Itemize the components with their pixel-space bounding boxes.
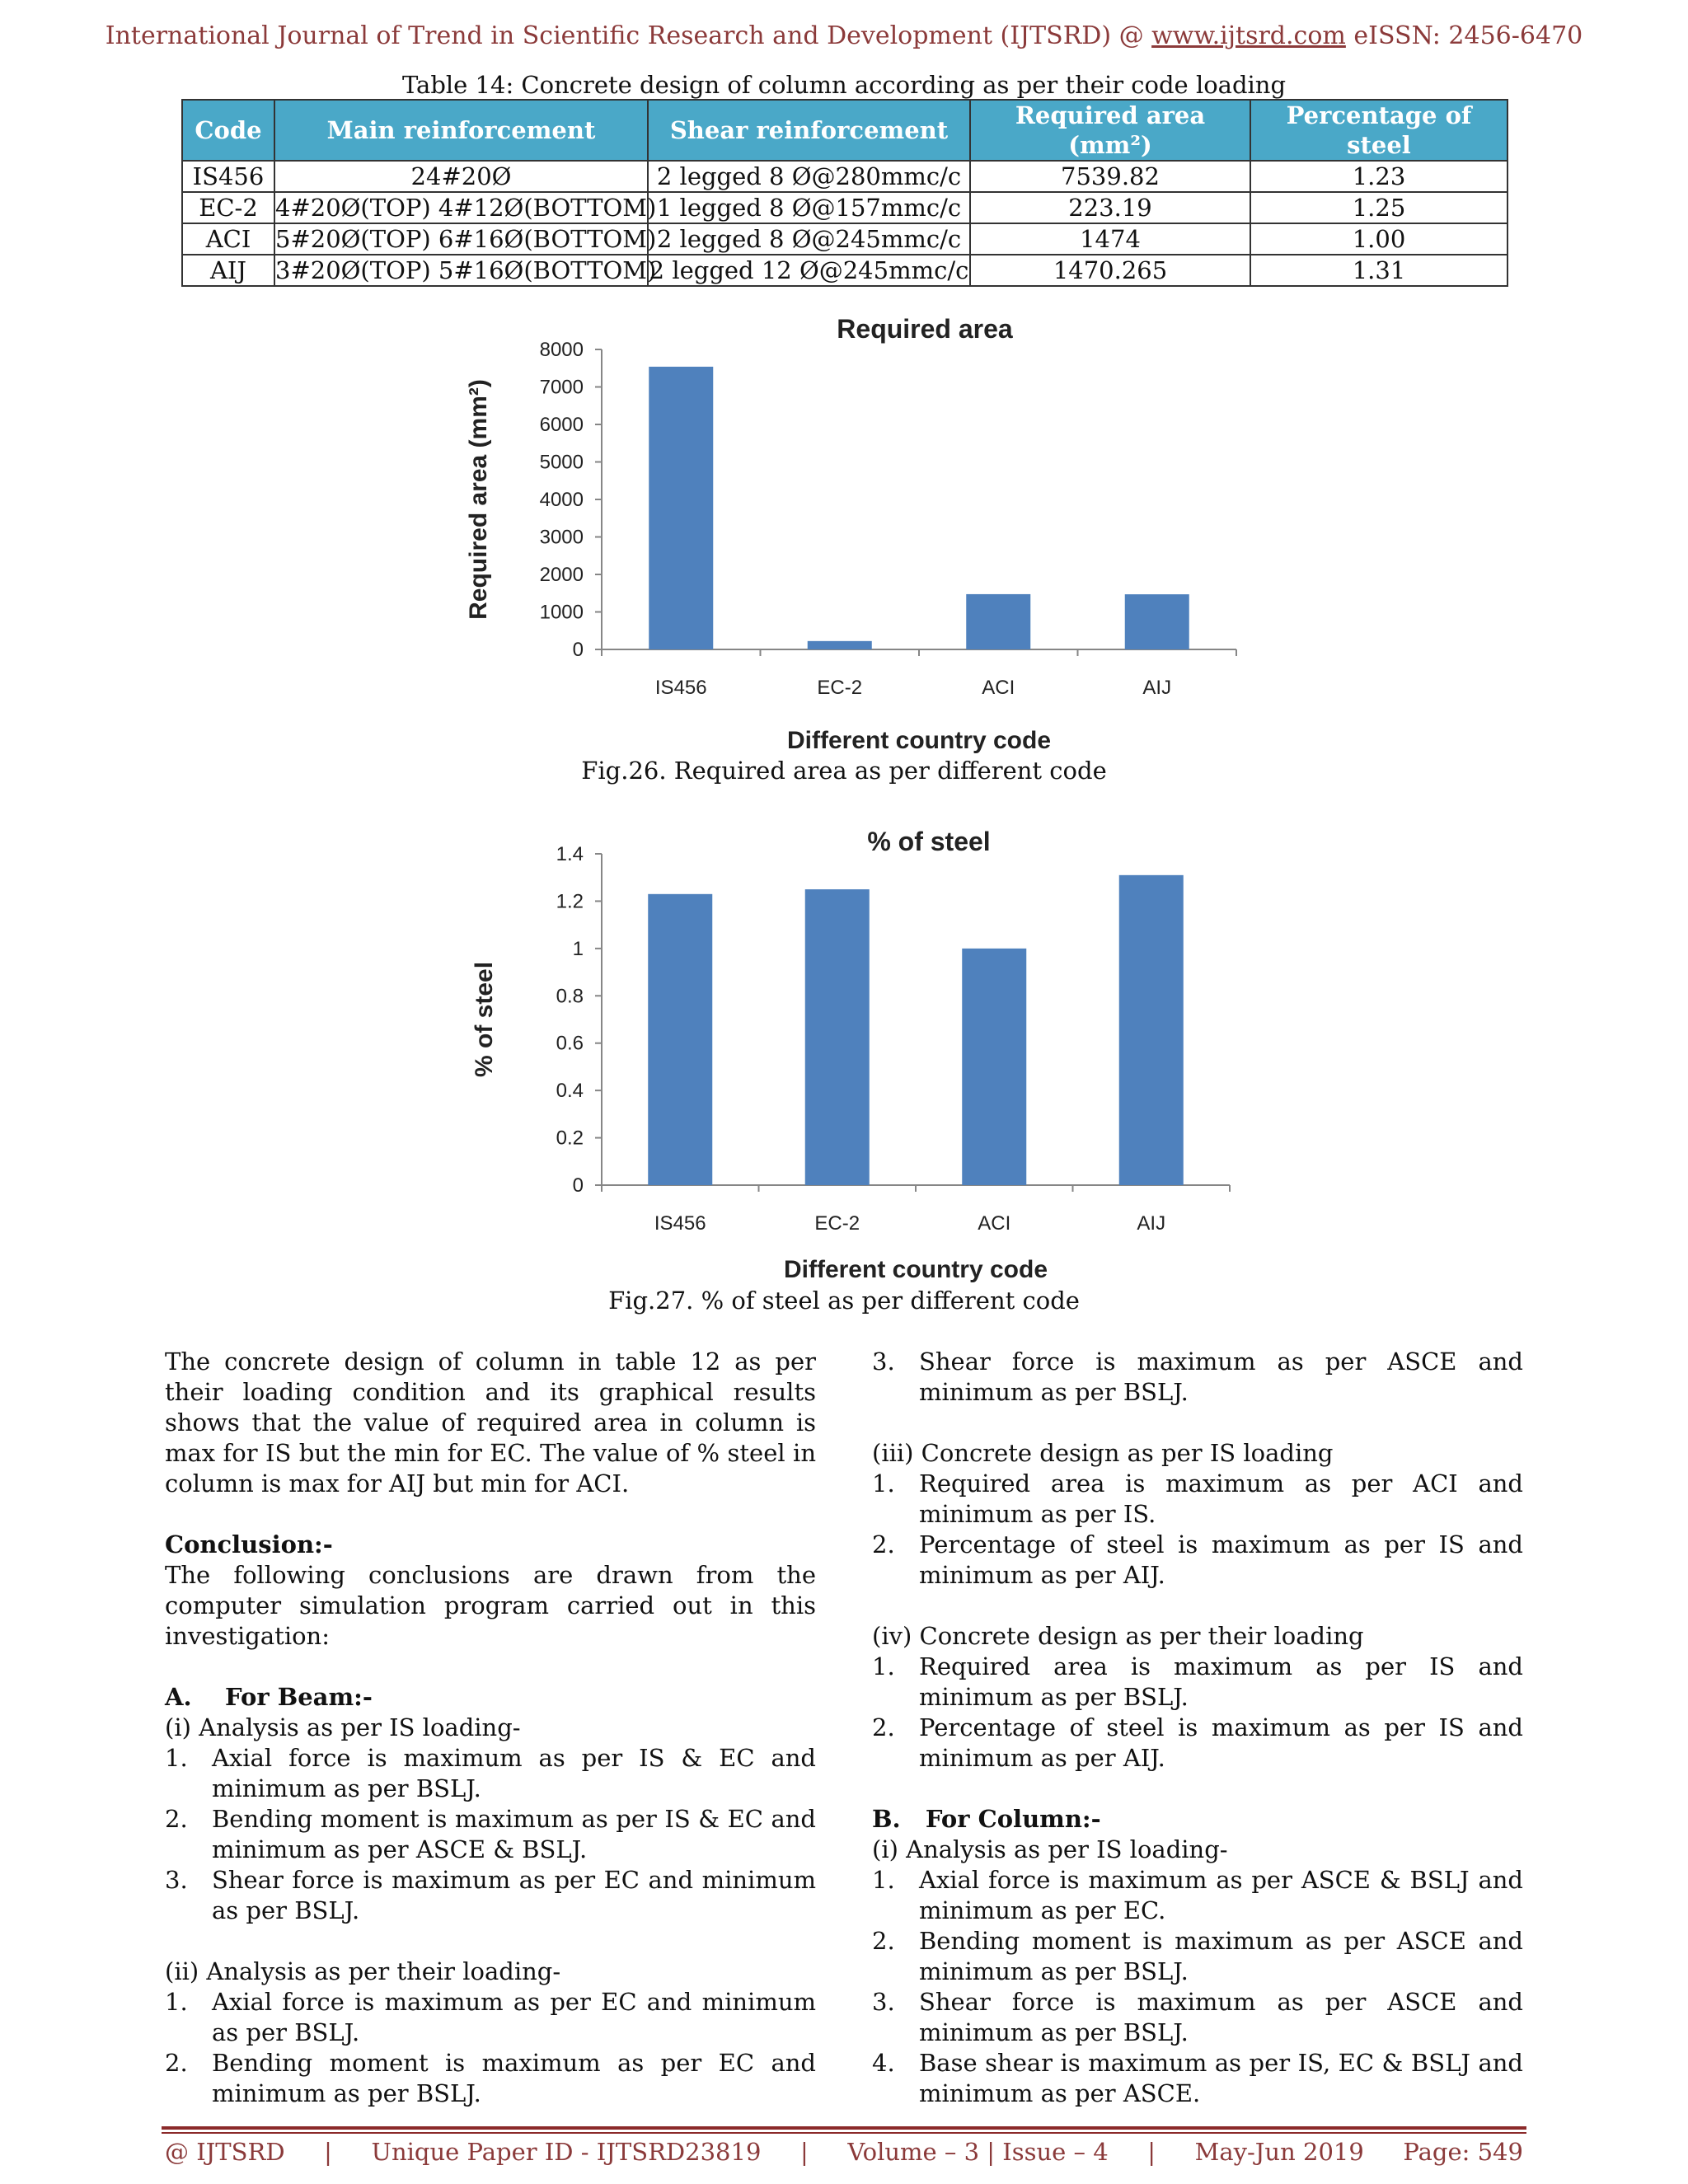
bar-ec-2 [808, 641, 872, 649]
bar-aci [966, 594, 1030, 649]
list-number: 2. [872, 1927, 895, 1955]
list-item [165, 2048, 816, 2109]
list-number: 2. [165, 2049, 188, 2077]
footer-separator: | [1147, 2138, 1156, 2166]
list-item [872, 1926, 1523, 1987]
y-tick-label: 7000 [539, 376, 584, 399]
footer-rule-thin [162, 2132, 1526, 2134]
y-tick-label: 4000 [539, 489, 584, 511]
intro-paragraph: The concrete design of column in table 12 as per their loading condition and its graphical results shows that the value of required area in column is max for IS but the min for EC. The value of % steel in column is max for AIJ but min for ACI. [165, 1347, 816, 1497]
list-item [872, 1469, 1523, 1530]
cell-shear: 1 legged 8 Ø@157mmc/c [648, 192, 970, 223]
journal-header [0, 21, 1688, 50]
x-tick-label: AIJ [1142, 677, 1172, 699]
cell-code: IS456 [182, 161, 274, 192]
required-area-chart [445, 297, 1269, 758]
y-tick-label: 0.6 [556, 1032, 584, 1055]
y-axis-label: Required area (mm²) [465, 379, 492, 620]
x-tick-label: ACI [982, 677, 1015, 699]
bar-aij [1119, 875, 1184, 1185]
column-heading [872, 1804, 1523, 1835]
column-heading-text: For Column:- [925, 1805, 1101, 1833]
list-number: 4. [872, 2049, 895, 2077]
chart-title: % of steel [867, 827, 991, 856]
journal-link[interactable]: www.ijtsrd.com [1151, 21, 1346, 50]
list-item [872, 1652, 1523, 1713]
list-number: 1. [872, 1866, 895, 1894]
cell-area: 1470.265 [970, 255, 1250, 286]
list-text: Bending moment is maximum as per ASCE and minimum as per BSLJ. [919, 1927, 1523, 1985]
fig27-caption: Fig.27. % of steel as per different code [608, 1286, 1080, 1315]
list-text: Axial force is maximum as per EC and minimum as per BSLJ. [212, 1988, 816, 2046]
list-text: Shear force is maximum as per ASCE and minimum as per BSLJ. [919, 1988, 1523, 2046]
bar-aij [1125, 594, 1189, 649]
page-footer [165, 2138, 1523, 2166]
list-text: Bending moment is maximum as per IS & EC and minimum as per ASCE & BSLJ. [212, 1805, 816, 1863]
list-text: Required area is maximum as per IS and minimum as per BSLJ. [919, 1652, 1523, 1711]
list-number: 3. [872, 1347, 895, 1376]
table-caption: Table 14: Concrete design of column according as per their code loading [401, 71, 1287, 99]
cell-main: 4#20Ø(TOP) 4#12Ø(BOTTOM) [275, 194, 657, 222]
list-text: Axial force is maximum as per IS & EC and minimum as per BSLJ. [212, 1744, 816, 1802]
percent-steel-chart [445, 816, 1269, 1286]
x-tick-label: EC-2 [814, 1212, 860, 1235]
y-tick-label: 0 [572, 639, 584, 661]
list-number: 1. [872, 1469, 895, 1497]
list-text: Shear force is maximum as per ASCE and minimum as per BSLJ. [919, 1347, 1523, 1406]
cell-steel: 1.23 [1250, 161, 1507, 192]
subsection-title: (i) Analysis as per IS loading- [165, 1713, 521, 1741]
list-item [165, 1865, 816, 1926]
beam-their-list [165, 1987, 816, 2109]
footer-page: Page: 549 [1403, 2138, 1523, 2166]
cell-main: 24#20Ø [274, 161, 648, 192]
cell-area: 223.19 [970, 192, 1250, 223]
list-item [872, 2048, 1523, 2109]
footer-separator: | [799, 2138, 809, 2166]
header-prefix: International Journal of Trend in Scientific Research and Development (IJTSRD) @ [105, 21, 1152, 50]
list-number: 1. [872, 1652, 895, 1680]
bar-ec-2 [805, 889, 870, 1185]
right-column [872, 1347, 1523, 2109]
cell-main: 3#20Ø(TOP) 5#16Ø(BOTTOM) [275, 256, 657, 284]
beam-heading [165, 1682, 816, 1713]
y-tick-label: 1000 [539, 601, 584, 624]
cell-area: 1474 [970, 223, 1250, 255]
footer-volume: Volume – 3 | Issue – 4 [847, 2138, 1109, 2166]
table-header-row [182, 100, 1507, 161]
header-suffix: eISSN: 2456-6470 [1345, 21, 1583, 50]
footer-brand: @ IJTSRD [165, 2138, 285, 2166]
table-row [182, 255, 1507, 286]
conclusion-text: The following conclusions are drawn from the computer simulation program carried out in this investigation: [165, 1561, 816, 1650]
design-table [181, 99, 1508, 287]
list-item [872, 1530, 1523, 1591]
y-tick-label: 8000 [539, 339, 584, 361]
x-tick-label: IS456 [654, 1212, 706, 1235]
y-tick-label: 1 [572, 937, 584, 960]
list-number: 3. [165, 1866, 188, 1894]
list-number: 2. [872, 1713, 895, 1741]
cell-code: EC-2 [182, 192, 274, 223]
y-tick-label: 0.4 [556, 1080, 584, 1103]
y-tick-label: 1.4 [556, 843, 584, 865]
subsection-title: (iii) Concrete design as per IS loading [872, 1439, 1334, 1467]
bar-is456 [648, 894, 712, 1185]
x-tick-label: EC-2 [817, 677, 863, 699]
list-number: 1. [165, 1988, 188, 2016]
left-column [165, 1347, 816, 2109]
cell-steel: 1.00 [1250, 223, 1507, 255]
footer-paper-id: Unique Paper ID - IJTSRD23819 [371, 2138, 762, 2166]
list-text: Base shear is maximum as per IS, EC & BSLJ and minimum as per ASCE. [919, 2049, 1523, 2107]
list-number: 3. [872, 1988, 895, 2016]
cell-shear: 2 legged 8 Ø@280mmc/c [648, 161, 970, 192]
column-heading-letter: B. [872, 1805, 901, 1833]
header-code: Code [182, 100, 274, 161]
y-axis-label: % of steel [471, 961, 498, 1078]
y-tick-label: 0.2 [556, 1127, 584, 1150]
cell-steel: 1.31 [1250, 255, 1507, 286]
header-required-area: Required area (mm²) [970, 100, 1250, 161]
bar-aci [962, 949, 1026, 1185]
list-text: Bending moment is maximum as per EC and minimum as per BSLJ. [212, 2049, 816, 2107]
subsection-title: (iv) Concrete design as per their loading [872, 1622, 1364, 1650]
x-tick-label: ACI [978, 1212, 1011, 1235]
x-tick-label: IS456 [654, 677, 707, 699]
beam-heading-text: For Beam:- [225, 1683, 373, 1711]
subsection-title: (i) Analysis as per IS loading- [872, 1835, 1228, 1863]
list-text: Axial force is maximum as per ASCE & BSLJ and minimum as per EC. [919, 1866, 1523, 1924]
y-tick-label: 3000 [539, 526, 584, 549]
chart-title: Required area [837, 314, 1013, 344]
table-row [182, 223, 1507, 255]
cell-shear: 2 legged 12 Ø@245mmc/c [649, 256, 969, 284]
cell-steel: 1.25 [1250, 192, 1507, 223]
y-tick-label: 6000 [539, 414, 584, 436]
list-item [165, 1987, 816, 2048]
fig26-caption: Fig.26. Required area as per different code [581, 757, 1107, 785]
y-tick-label: 0 [572, 1174, 584, 1197]
x-axis-label: Different country code [786, 727, 1052, 754]
column-is-list [872, 1865, 1523, 2109]
y-tick-label: 1.2 [556, 890, 584, 913]
list-number: 2. [872, 1530, 895, 1558]
list-number: 2. [165, 1805, 188, 1833]
conclusion-heading: Conclusion:- [165, 1530, 333, 1558]
cell-code: AIJ [182, 255, 274, 286]
table-row [182, 192, 1507, 223]
list-item [872, 1347, 1523, 1408]
beam-is-list [165, 1743, 816, 1926]
list-text: Percentage of steel is maximum as per IS and minimum as per AIJ. [919, 1530, 1523, 1589]
subsection-title: (ii) Analysis as per their loading- [165, 1957, 561, 1985]
list-number: 1. [165, 1744, 188, 1772]
list-text: Required area is maximum as per ACI and minimum as per IS. [919, 1469, 1523, 1528]
header-main-reinforcement: Main reinforcement [274, 100, 648, 161]
list-item [165, 1804, 816, 1865]
footer-separator: | [324, 2138, 332, 2166]
cell-shear: 2 legged 8 Ø@245mmc/c [648, 223, 970, 255]
header-percentage-steel: Percentage of steel [1250, 100, 1507, 161]
bar-is456 [649, 367, 713, 649]
design-is-list [872, 1469, 1523, 1591]
x-tick-label: AIJ [1137, 1212, 1166, 1235]
footer-rule [162, 2126, 1526, 2130]
beam-their-list-continued [872, 1347, 1523, 1408]
design-their-list [872, 1652, 1523, 1774]
cell-area: 7539.82 [970, 161, 1250, 192]
y-tick-label: 0.8 [556, 985, 584, 1008]
y-tick-label: 5000 [539, 451, 584, 474]
list-item [872, 1987, 1523, 2048]
list-item [165, 1743, 816, 1804]
table-row [182, 161, 1507, 192]
cell-code: ACI [182, 223, 274, 255]
beam-heading-letter: A. [165, 1683, 192, 1711]
y-tick-label: 2000 [539, 564, 584, 586]
x-axis-label: Different country code [783, 1256, 1048, 1283]
list-item [872, 1865, 1523, 1926]
list-item [872, 1713, 1523, 1774]
header-shear-reinforcement: Shear reinforcement [648, 100, 970, 161]
footer-date: May-Jun 2019 [1194, 2138, 1364, 2166]
list-text: Shear force is maximum as per EC and minimum as per BSLJ. [212, 1866, 816, 1924]
list-text: Percentage of steel is maximum as per IS and minimum as per AIJ. [919, 1713, 1523, 1772]
cell-main: 5#20Ø(TOP) 6#16Ø(BOTTOM) [275, 225, 657, 253]
